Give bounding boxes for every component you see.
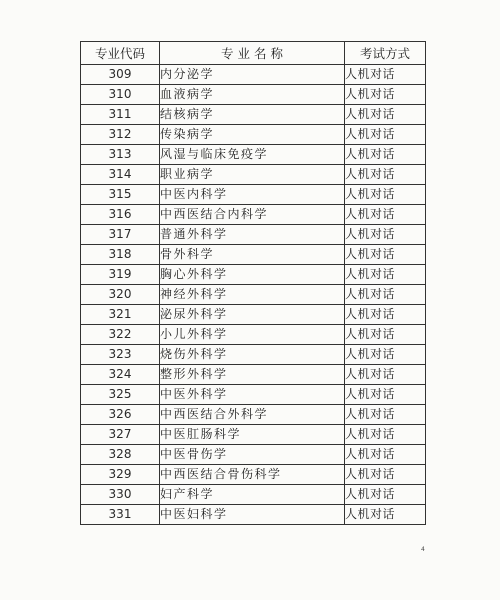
name-cell: 职业病学 xyxy=(160,165,345,185)
mode-cell: 人机对话 xyxy=(345,445,426,465)
table-row xyxy=(81,345,426,365)
table-row xyxy=(81,265,426,285)
mode-cell: 人机对话 xyxy=(345,205,426,225)
code-cell: 328 xyxy=(81,445,160,465)
table-row xyxy=(81,285,426,305)
header-code: 专业代码 xyxy=(81,42,160,65)
mode-cell: 人机对话 xyxy=(345,425,426,445)
table-row xyxy=(81,225,426,245)
code-cell: 314 xyxy=(81,165,160,185)
mode-cell: 人机对话 xyxy=(345,465,426,485)
table-row xyxy=(81,385,426,405)
code-cell: 311 xyxy=(81,105,160,125)
mode-cell: 人机对话 xyxy=(345,365,426,385)
table-row xyxy=(81,65,426,85)
mode-cell: 人机对话 xyxy=(345,185,426,205)
mode-cell: 人机对话 xyxy=(345,245,426,265)
name-cell: 小儿外科学 xyxy=(160,325,345,345)
name-cell: 妇产科学 xyxy=(160,485,345,505)
name-cell: 神经外科学 xyxy=(160,285,345,305)
code-cell: 325 xyxy=(81,385,160,405)
table-body xyxy=(81,65,426,525)
code-cell: 323 xyxy=(81,345,160,365)
name-cell: 风湿与临床免疫学 xyxy=(160,145,345,165)
mode-cell: 人机对话 xyxy=(345,485,426,505)
mode-cell: 人机对话 xyxy=(345,165,426,185)
table-row xyxy=(81,305,426,325)
mode-cell: 人机对话 xyxy=(345,225,426,245)
name-cell: 中医内科学 xyxy=(160,185,345,205)
mode-cell: 人机对话 xyxy=(345,105,426,125)
page-number: 4 xyxy=(421,546,425,553)
table-row xyxy=(81,125,426,145)
mode-cell: 人机对话 xyxy=(345,145,426,165)
mode-cell: 人机对话 xyxy=(345,305,426,325)
code-cell: 324 xyxy=(81,365,160,385)
name-cell: 中医肛肠科学 xyxy=(160,425,345,445)
name-cell: 中医妇科学 xyxy=(160,505,345,525)
table-row xyxy=(81,365,426,385)
name-cell: 骨外科学 xyxy=(160,245,345,265)
name-cell: 血液病学 xyxy=(160,85,345,105)
table-row xyxy=(81,505,426,525)
table-row xyxy=(81,245,426,265)
code-cell: 317 xyxy=(81,225,160,245)
mode-cell: 人机对话 xyxy=(345,385,426,405)
table-row xyxy=(81,485,426,505)
name-cell: 普通外科学 xyxy=(160,225,345,245)
header-name: 专 业 名 称 xyxy=(160,42,345,65)
code-cell: 309 xyxy=(81,65,160,85)
code-cell: 322 xyxy=(81,325,160,345)
code-cell: 319 xyxy=(81,265,160,285)
mode-cell: 人机对话 xyxy=(345,325,426,345)
mode-cell: 人机对话 xyxy=(345,345,426,365)
code-cell: 331 xyxy=(81,505,160,525)
table-row xyxy=(81,165,426,185)
mode-cell: 人机对话 xyxy=(345,265,426,285)
name-cell: 中西医结合外科学 xyxy=(160,405,345,425)
table-row xyxy=(81,445,426,465)
name-cell: 结核病学 xyxy=(160,105,345,125)
code-cell: 321 xyxy=(81,305,160,325)
name-cell: 泌尿外科学 xyxy=(160,305,345,325)
name-cell: 中西医结合骨伤科学 xyxy=(160,465,345,485)
header-mode: 考试方式 xyxy=(345,42,426,65)
mode-cell: 人机对话 xyxy=(345,505,426,525)
mode-cell: 人机对话 xyxy=(345,405,426,425)
table-row xyxy=(81,145,426,165)
majors-table xyxy=(80,41,426,525)
mode-cell: 人机对话 xyxy=(345,65,426,85)
name-cell: 胸心外科学 xyxy=(160,265,345,285)
table-row xyxy=(81,425,426,445)
code-cell: 320 xyxy=(81,285,160,305)
name-cell: 烧伤外科学 xyxy=(160,345,345,365)
code-cell: 318 xyxy=(81,245,160,265)
mode-cell: 人机对话 xyxy=(345,285,426,305)
code-cell: 316 xyxy=(81,205,160,225)
code-cell: 312 xyxy=(81,125,160,145)
table-row xyxy=(81,185,426,205)
table-header-row xyxy=(81,42,426,65)
table-row xyxy=(81,325,426,345)
code-cell: 313 xyxy=(81,145,160,165)
code-cell: 327 xyxy=(81,425,160,445)
code-cell: 315 xyxy=(81,185,160,205)
name-cell: 中医外科学 xyxy=(160,385,345,405)
table-row xyxy=(81,465,426,485)
table-row xyxy=(81,205,426,225)
table-row xyxy=(81,405,426,425)
name-cell: 内分泌学 xyxy=(160,65,345,85)
table-row xyxy=(81,85,426,105)
code-cell: 329 xyxy=(81,465,160,485)
table-row xyxy=(81,105,426,125)
name-cell: 中西医结合内科学 xyxy=(160,205,345,225)
mode-cell: 人机对话 xyxy=(345,125,426,145)
mode-cell: 人机对话 xyxy=(345,85,426,105)
name-cell: 中医骨伤学 xyxy=(160,445,345,465)
name-cell: 传染病学 xyxy=(160,125,345,145)
code-cell: 310 xyxy=(81,85,160,105)
name-cell: 整形外科学 xyxy=(160,365,345,385)
code-cell: 326 xyxy=(81,405,160,425)
code-cell: 330 xyxy=(81,485,160,505)
